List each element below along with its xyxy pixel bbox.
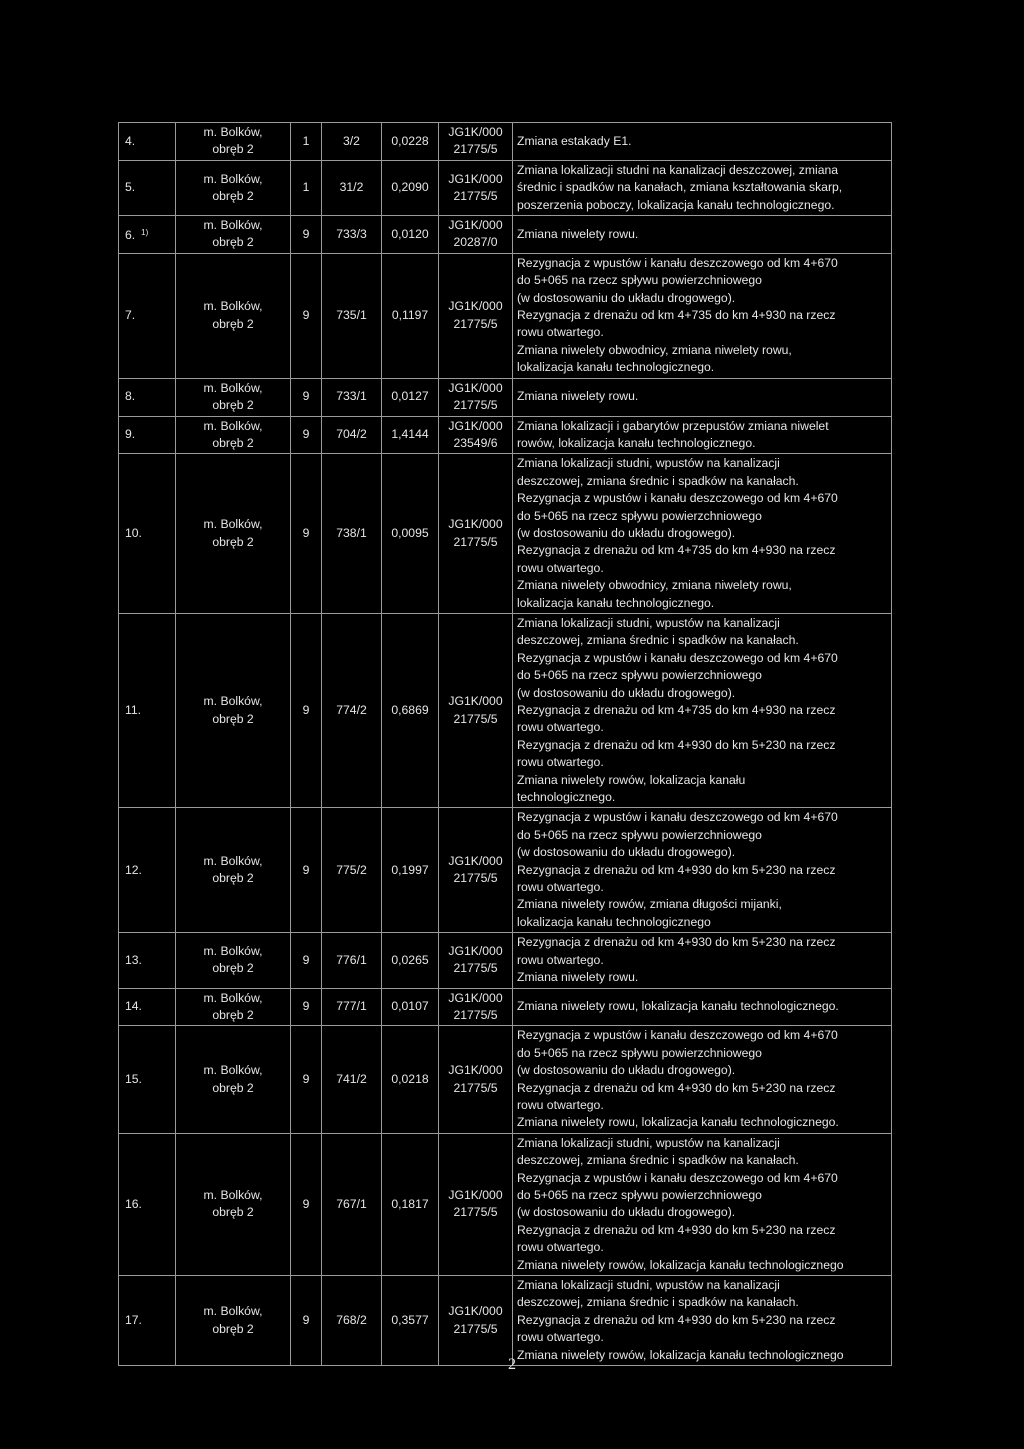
parcel-number-cell: 738/1	[322, 454, 382, 614]
area-cell: 0,2090	[382, 160, 439, 215]
land-register-cell: JG1K/000 21775/5	[439, 1133, 513, 1275]
land-register-cell: JG1K/000 21775/5	[439, 988, 513, 1026]
row-number-cell	[119, 613, 176, 807]
table-row	[119, 378, 892, 416]
area-cell: 0,1817	[382, 1133, 439, 1275]
row-number-cell	[119, 378, 176, 416]
sheet-number-cell: 9	[291, 1026, 322, 1133]
table-row	[119, 253, 892, 378]
table-row	[119, 1026, 892, 1133]
parcel-number-cell: 31/2	[322, 160, 382, 215]
change-description-cell: Zmiana niwelety rowu.	[513, 378, 892, 416]
location-cell: m. Bolków, obręb 2	[176, 988, 291, 1026]
row-number-cell	[119, 808, 176, 933]
land-register-cell: JG1K/000 21775/5	[439, 123, 513, 161]
row-number: 17.	[125, 1312, 142, 1327]
row-number-cell	[119, 416, 176, 454]
row-number: 8.	[125, 389, 136, 404]
land-register-cell: JG1K/000 20287/0	[439, 216, 513, 254]
sheet-number-cell: 9	[291, 1276, 322, 1366]
row-number: 5.	[125, 180, 136, 195]
table-row	[119, 160, 892, 215]
row-number: 10.	[125, 525, 142, 540]
area-cell: 0,0228	[382, 123, 439, 161]
table-row	[119, 216, 892, 254]
land-register-cell: JG1K/000 23549/6	[439, 416, 513, 454]
parcel-number-cell: 776/1	[322, 933, 382, 988]
sheet-number-cell: 9	[291, 253, 322, 378]
parcel-number-cell: 3/2	[322, 123, 382, 161]
table-row	[119, 933, 892, 988]
row-number: 11.	[125, 703, 142, 717]
area-cell: 0,1197	[382, 253, 439, 378]
change-description-cell: Rezygnacja z wpustów i kanału deszczowego od km 4+670 do 5+065 na rzecz spływu powierzchniowego (w dostosowaniu do układu drogowego). Rezygnacja z drenażu od km 4+930 do km 5+230 na rzecz rowu otwartego. Zmiana niwelety rowów, zmiana długości mijanki, lokalizacja kanału technologicznego	[513, 808, 892, 933]
parcel-number-cell: 775/2	[322, 808, 382, 933]
change-description-cell: Zmiana lokalizacji studni, wpustów na kanalizacji deszczowej, zmiana średnic i spadków na kanałach. Rezygnacja z drenażu od km 4+930 do km 5+230 na rzecz rowu otwartego. Zmiana niwelety rowów, lokalizacja kanału technologicznego	[513, 1276, 892, 1366]
land-register-cell: JG1K/000 21775/5	[439, 808, 513, 933]
change-description-cell: Zmiana lokalizacji studni, wpustów na kanalizacji deszczowej, zmiana średnic i spadków na kanałach. Rezygnacja z wpustów i kanału deszczowego od km 4+670 do 5+065 na rzecz spływu powierzchniowego (w dostosowaniu do układu drogowego). Rezygnacja z drenażu od km 4+735 do km 4+930 na rzecz rowu otwartego. Zmiana niwelety obwodnicy, zmiana niwelety rowu, lokalizacja kanału technologicznego.	[513, 454, 892, 614]
sheet-number-cell: 9	[291, 988, 322, 1026]
change-description-cell: Rezygnacja z wpustów i kanału deszczowego od km 4+670 do 5+065 na rzecz spływu powierzchniowego (w dostosowaniu do układu drogowego). Rezygnacja z drenażu od km 4+735 do km 4+930 na rzecz rowu otwartego. Zmiana niwelety obwodnicy, zmiana niwelety rowu, lokalizacja kanału technologicznego.	[513, 253, 892, 378]
area-cell: 0,0218	[382, 1026, 439, 1133]
parcel-number-cell: 777/1	[322, 988, 382, 1026]
parcels-table	[118, 122, 892, 1366]
change-description-cell: Zmiana estakady E1.	[513, 123, 892, 161]
area-cell: 0,0265	[382, 933, 439, 988]
table-row	[119, 416, 892, 454]
land-register-cell: JG1K/000 21775/5	[439, 253, 513, 378]
table-row	[119, 1133, 892, 1275]
row-number-cell	[119, 1026, 176, 1133]
table-row	[119, 123, 892, 161]
change-description-cell: Zmiana lokalizacji studni, wpustów na kanalizacji deszczowej, zmiana średnic i spadków na kanałach. Rezygnacja z wpustów i kanału deszczowego od km 4+670 do 5+065 na rzecz spływu powierzchniowego (w dostosowaniu do układu drogowego). Rezygnacja z drenażu od km 4+930 do km 5+230 na rzecz rowu otwartego. Zmiana niwelety rowów, lokalizacja kanału technologicznego	[513, 1133, 892, 1275]
change-description-cell: Rezygnacja z drenażu od km 4+930 do km 5+230 na rzecz rowu otwartego. Zmiana niwelety rowu.	[513, 933, 892, 988]
change-description-cell: Zmiana niwelety rowu.	[513, 216, 892, 254]
row-number: 7.	[125, 308, 136, 323]
sheet-number-cell: 9	[291, 454, 322, 614]
area-cell: 1,4144	[382, 416, 439, 454]
parcel-number-cell: 741/2	[322, 1026, 382, 1133]
parcel-number-cell: 733/1	[322, 378, 382, 416]
location-cell: m. Bolków, obręb 2	[176, 216, 291, 254]
parcel-number-cell: 733/3	[322, 216, 382, 254]
location-cell: m. Bolków, obręb 2	[176, 253, 291, 378]
change-description-cell: Zmiana niwelety rowu, lokalizacja kanału technologicznego.	[513, 988, 892, 1026]
land-register-cell: JG1K/000 21775/5	[439, 160, 513, 215]
parcels-table-body	[119, 123, 892, 1366]
sheet-number-cell: 9	[291, 416, 322, 454]
row-number-cell	[119, 160, 176, 215]
sheet-number-cell: 9	[291, 216, 322, 254]
row-number-cell	[119, 1133, 176, 1275]
parcel-number-cell: 768/2	[322, 1276, 382, 1366]
land-register-cell: JG1K/000 21775/5	[439, 454, 513, 614]
area-cell: 0,0107	[382, 988, 439, 1026]
area-cell: 0,0095	[382, 454, 439, 614]
location-cell: m. Bolków, obręb 2	[176, 454, 291, 614]
sheet-number-cell: 9	[291, 933, 322, 988]
sheet-number-cell: 1	[291, 160, 322, 215]
sheet-number-cell: 9	[291, 613, 322, 807]
change-description-cell: Zmiana lokalizacji i gabarytów przepustów zmiana niwelet rowów, lokalizacja kanału technologicznego.	[513, 416, 892, 454]
location-cell: m. Bolków, obręb 2	[176, 1026, 291, 1133]
location-cell: m. Bolków, obręb 2	[176, 613, 291, 807]
row-number-cell	[119, 988, 176, 1026]
land-register-cell: JG1K/000 21775/5	[439, 613, 513, 807]
area-cell: 0,1997	[382, 808, 439, 933]
row-number: 6.	[125, 228, 136, 243]
row-number: 4.	[125, 133, 136, 148]
land-register-cell: JG1K/000 21775/5	[439, 933, 513, 988]
change-description-cell: Zmiana lokalizacji studni, wpustów na kanalizacji deszczowej, zmiana średnic i spadków na kanałach. Rezygnacja z wpustów i kanału deszczowego od km 4+670 do 5+065 na rzecz spływu powierzchniowego (w dostosowaniu do układu drogowego). Rezygnacja z drenażu od km 4+735 do km 4+930 na rzecz rowu otwartego. Rezygnacja z drenażu od km 4+930 do km 5+230 na rzecz rowu otwartego. Zmiana niwelety rowów, lokalizacja kanału technologicznego.	[513, 613, 892, 807]
row-number-cell	[119, 933, 176, 988]
location-cell: m. Bolków, obręb 2	[176, 933, 291, 988]
row-number-cell	[119, 123, 176, 161]
area-cell: 0,0127	[382, 378, 439, 416]
table-row	[119, 1276, 892, 1366]
sheet-number-cell: 9	[291, 1133, 322, 1275]
land-register-cell: JG1K/000 21775/5	[439, 1026, 513, 1133]
parcel-number-cell: 735/1	[322, 253, 382, 378]
parcel-number-cell: 704/2	[322, 416, 382, 454]
row-number: 9.	[125, 427, 136, 442]
land-register-cell: JG1K/000 21775/5	[439, 1276, 513, 1366]
row-number-cell	[119, 454, 176, 614]
location-cell: m. Bolków, obręb 2	[176, 378, 291, 416]
row-number-cell	[119, 1276, 176, 1366]
row-number: 15.	[125, 1071, 142, 1086]
location-cell: m. Bolków, obręb 2	[176, 123, 291, 161]
location-cell: m. Bolków, obręb 2	[176, 1276, 291, 1366]
sheet-number-cell: 9	[291, 808, 322, 933]
change-description-cell: Rezygnacja z wpustów i kanału deszczowego od km 4+670 do 5+065 na rzecz spływu powierzchniowego (w dostosowaniu do układu drogowego). Rezygnacja z drenażu od km 4+930 do km 5+230 na rzecz rowu otwartego. Zmiana niwelety rowu, lokalizacja kanału technologicznego.	[513, 1026, 892, 1133]
sheet-number-cell: 1	[291, 123, 322, 161]
parcel-number-cell: 767/1	[322, 1133, 382, 1275]
location-cell: m. Bolków, obręb 2	[176, 416, 291, 454]
area-cell: 0,6869	[382, 613, 439, 807]
table-row	[119, 808, 892, 933]
row-number-cell	[119, 216, 176, 254]
location-cell: m. Bolków, obręb 2	[176, 160, 291, 215]
location-cell: m. Bolków, obręb 2	[176, 1133, 291, 1275]
row-number-cell	[119, 253, 176, 378]
sheet-number-cell: 9	[291, 378, 322, 416]
row-number: 13.	[125, 952, 142, 967]
row-number: 12.	[125, 862, 142, 877]
row-number: 16.	[125, 1196, 142, 1211]
area-cell: 0,0120	[382, 216, 439, 254]
table-row	[119, 613, 892, 807]
table-row	[119, 454, 892, 614]
land-register-cell: JG1K/000 21775/5	[439, 378, 513, 416]
area-cell: 0,3577	[382, 1276, 439, 1366]
footnote-marker: 1)	[141, 228, 149, 238]
location-cell: m. Bolków, obręb 2	[176, 808, 291, 933]
page-number: 2	[508, 1356, 516, 1373]
row-number: 14.	[125, 999, 142, 1014]
parcel-number-cell: 774/2	[322, 613, 382, 807]
table-row	[119, 988, 892, 1026]
change-description-cell: Zmiana lokalizacji studni na kanalizacji deszczowej, zmiana średnic i spadków na kanałach, zmiana kształtowania skarp, poszerzenia poboczy, lokalizacja kanału technologicznego.	[513, 160, 892, 215]
